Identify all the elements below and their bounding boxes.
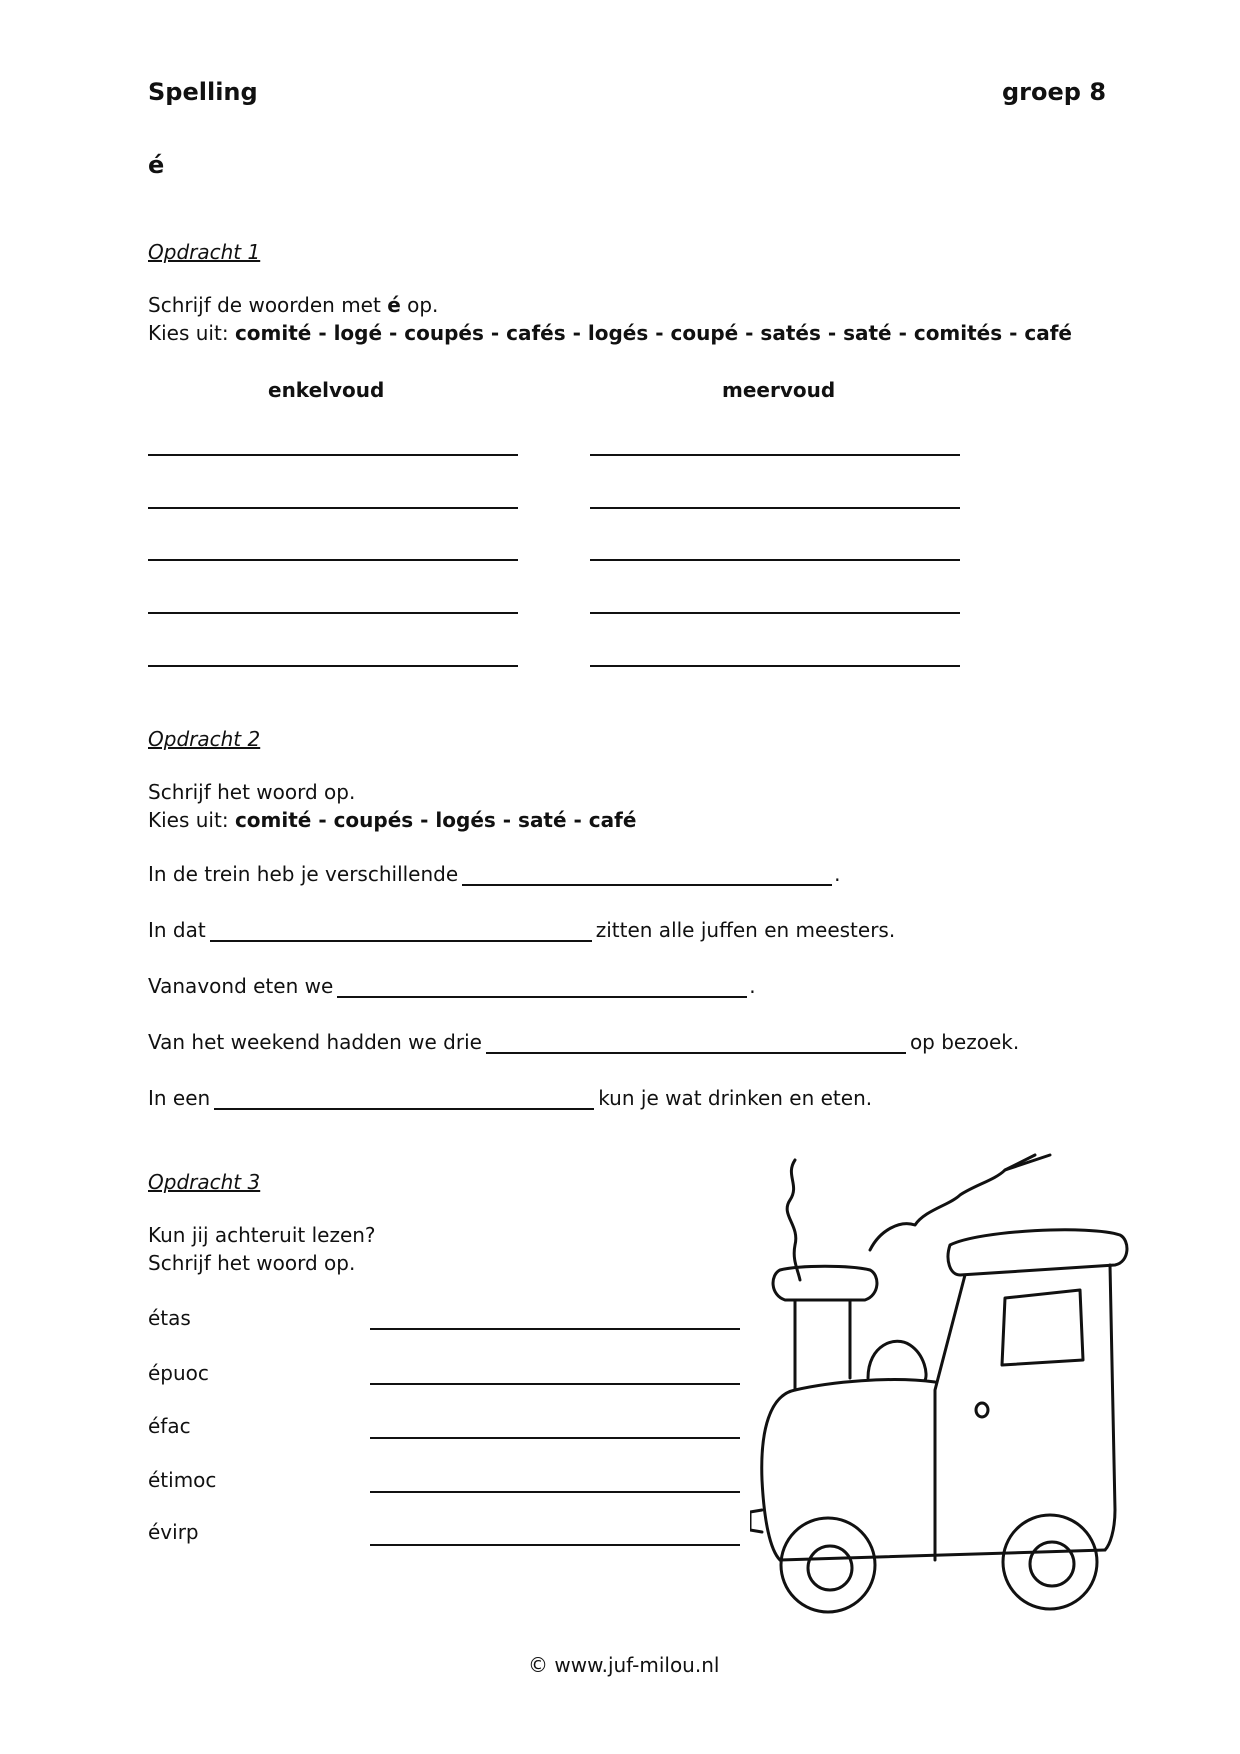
sentence-4: [148, 1030, 1019, 1054]
answer-line[interactable]: [370, 1328, 740, 1330]
answer-line[interactable]: [148, 559, 518, 561]
fill-in-blank[interactable]: [337, 974, 747, 998]
answer-line[interactable]: [148, 454, 518, 456]
choices-prefix: Kies uit:: [148, 321, 235, 345]
answer-line[interactable]: [370, 1383, 740, 1385]
column-label-meervoud: meervoud: [722, 378, 836, 402]
sentence-text: Vanavond eten we: [148, 974, 334, 998]
answer-line[interactable]: [590, 612, 960, 614]
choices-prefix: Kies uit:: [148, 808, 235, 832]
opdracht-2-choices: [148, 808, 636, 832]
reversed-word: évirp: [148, 1520, 199, 1544]
sentence-text-end: op bezoek.: [909, 1030, 1020, 1054]
fill-in-blank[interactable]: [462, 862, 832, 886]
opdracht-3-instruction-2: Schrijf het woord op.: [148, 1251, 356, 1275]
answer-line[interactable]: [590, 454, 960, 456]
page-title: Spelling: [148, 78, 258, 106]
topic-letter: é: [148, 151, 165, 179]
reversed-word: éfac: [148, 1414, 191, 1438]
opdracht-2-instruction: Schrijf het woord op.: [148, 780, 356, 804]
opdracht-1-heading: Opdracht 1: [148, 240, 261, 264]
opdracht-1-choices: [148, 321, 1072, 345]
fill-in-blank[interactable]: [210, 918, 592, 942]
answer-line[interactable]: [370, 1437, 740, 1439]
answer-line[interactable]: [148, 612, 518, 614]
column-label-enkelvoud: enkelvoud: [268, 378, 385, 402]
instruction-text-end: op.: [400, 293, 439, 317]
choices-list: comité - logé - coupés - cafés - logés - coupé - satés - saté - comités - café: [234, 321, 1072, 345]
opdracht-3-instruction-1: Kun jij achteruit lezen?: [148, 1223, 376, 1247]
reversed-word: épuoc: [148, 1361, 209, 1385]
reversed-word: étimoc: [148, 1468, 217, 1492]
instruction-text: Schrijf de woorden met: [148, 293, 388, 317]
sentence-text-end: kun je wat drinken en eten.: [598, 1086, 873, 1110]
footer-copyright: © www.juf-milou.nl: [528, 1653, 720, 1677]
sentence-text-end: zitten alle juffen en meesters.: [595, 918, 896, 942]
instruction-letter: é: [387, 293, 401, 317]
sentence-text-end: .: [834, 862, 841, 886]
answer-line[interactable]: [370, 1491, 740, 1493]
answer-line[interactable]: [590, 665, 960, 667]
opdracht-3-heading: Opdracht 3: [148, 1170, 261, 1194]
group-label: groep 8: [1002, 78, 1107, 106]
answer-line[interactable]: [590, 559, 960, 561]
opdracht-1-instruction: [148, 293, 438, 317]
sentence-text: Van het weekend hadden we drie: [148, 1030, 482, 1054]
answer-line[interactable]: [148, 665, 518, 667]
answer-line[interactable]: [590, 507, 960, 509]
opdracht-2-heading: Opdracht 2: [148, 727, 261, 751]
sentence-text: In de trein heb je verschillende: [148, 862, 459, 886]
answer-line[interactable]: [370, 1544, 740, 1546]
choices-list: comité - coupés - logés - saté - café: [234, 808, 637, 832]
fill-in-blank[interactable]: [214, 1086, 594, 1110]
reversed-word: étas: [148, 1306, 191, 1330]
sentence-3: [148, 974, 756, 998]
sentence-text-end: .: [749, 974, 756, 998]
fill-in-blank[interactable]: [486, 1030, 906, 1054]
train-illustration: [750, 1150, 1150, 1630]
sentence-2: [148, 918, 895, 942]
answer-line[interactable]: [148, 507, 518, 509]
sentence-5: [148, 1086, 872, 1110]
sentence-text: In dat: [148, 918, 206, 942]
sentence-text: In een: [148, 1086, 211, 1110]
sentence-1: [148, 862, 841, 886]
